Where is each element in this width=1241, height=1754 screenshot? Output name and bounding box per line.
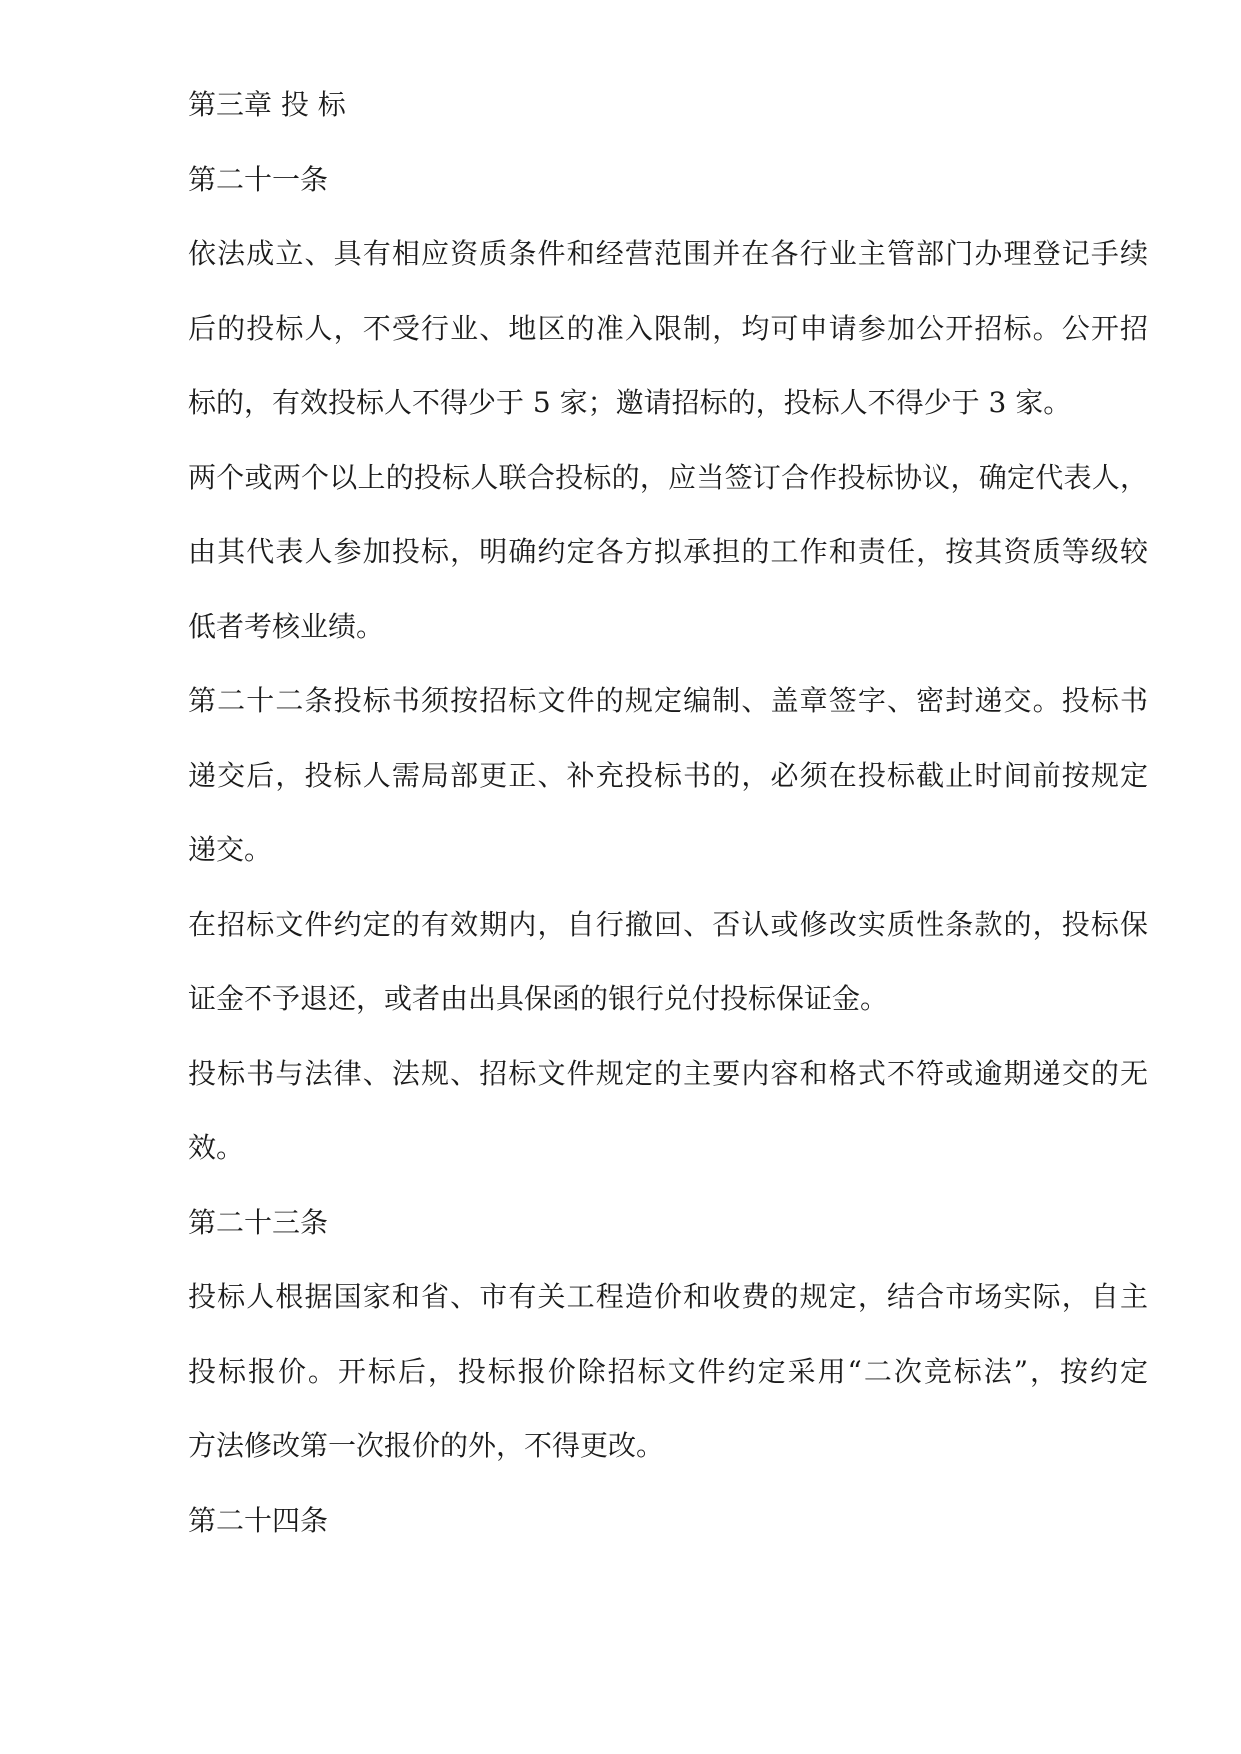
paragraph-line: 投标人根据国家和省、市有关工程造价和收费的规定，结合市场实际，自主 bbox=[188, 1280, 1148, 1313]
paragraph-line: 后的投标人，不受行业、地区的准入限制，均可申请参加公开招标。公开招 bbox=[188, 311, 1148, 345]
paragraph-line: 在招标文件约定的有效期内，自行撤回、否认或修改实质性条款的，投标保 bbox=[188, 907, 1148, 941]
paragraph-line: 标的，有效投标人不得少于 5 家；邀请招标的，投标人不得少于 3 家。 bbox=[188, 386, 1072, 419]
paragraph-line: 依法成立、具有相应资质条件和经营范围并在各行业主管部门办理登记手续 bbox=[188, 237, 1148, 270]
paragraph-line: 投标书与法律、法规、招标文件规定的主要内容和格式不符或逾期递交的无 bbox=[188, 1056, 1148, 1090]
chapter-heading: 第三章 投 标 bbox=[188, 88, 346, 121]
document-page bbox=[188, 68, 1148, 1558]
article-23-heading: 第二十三条 bbox=[188, 1205, 329, 1239]
article-21-heading: 第二十一条 bbox=[188, 162, 329, 196]
paragraph-line: 证金不予退还，或者由出具保函的银行兑付投标保证金。 bbox=[188, 982, 889, 1015]
paragraph-line: 方法修改第一次报价的外，不得更改。 bbox=[188, 1429, 665, 1462]
paragraph-line: 两个或两个以上的投标人联合投标的，应当签订合作投标协议，确定代表人， bbox=[188, 460, 1148, 494]
paragraph-line: 递交。 bbox=[188, 833, 273, 866]
article-24-heading: 第二十四条 bbox=[188, 1503, 329, 1537]
paragraph-line: 低者考核业绩。 bbox=[188, 609, 385, 643]
paragraph-line: 效。 bbox=[188, 1131, 245, 1164]
paragraph-line: 投标报价。开标后，投标报价除招标文件约定采用“二次竞标法”，按约定 bbox=[188, 1354, 1148, 1388]
paragraph-line: 递交后，投标人需局部更正、补充投标书的，必须在投标截止时间前按规定 bbox=[188, 758, 1148, 792]
paragraph-line: 第二十二条投标书须按招标文件的规定编制、盖章签字、密封递交。投标书 bbox=[188, 684, 1148, 717]
paragraph-line: 由其代表人参加投标，明确约定各方拟承担的工作和责任，按其资质等级较 bbox=[188, 535, 1148, 568]
